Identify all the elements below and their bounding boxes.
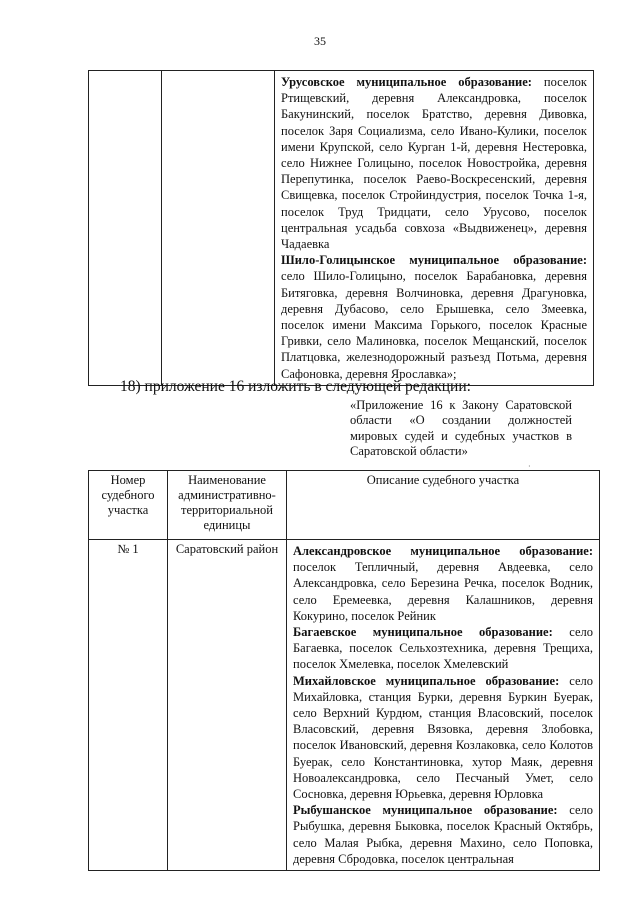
municipal-title: Михайловское муниципальное образование:	[293, 673, 560, 688]
municipal-block	[293, 624, 593, 673]
municipal-settlements: село Рыбушка, деревня Быковка, поселок Красный Октябрь, село Малая Рыбка, деревня Махино, село Поповка, деревня Сбродовка, поселок центральная	[293, 803, 593, 866]
municipal-title: Шило-Голицынское муниципальное образование:	[281, 253, 587, 268]
territory-unit: Саратовский район	[168, 540, 287, 871]
municipal-block	[281, 252, 587, 382]
municipal-title: Рыбушанское муниципальное образование:	[293, 803, 558, 818]
municipal-block	[293, 543, 593, 624]
municipal-settlements: поселок Тепличный, деревня Авдеевка, село Александровка, село Березина Речка, поселок Водник, село Еремеевка, деревня Калашников, деревня Кокурино, поселок Рейник	[293, 560, 593, 623]
court-description-cell	[275, 71, 594, 386]
court-description-cell	[287, 540, 600, 871]
header-court-number: Номер судебного участка	[89, 471, 168, 540]
scan-mark: ·	[528, 462, 531, 471]
table-row	[89, 71, 594, 386]
municipal-settlements: поселок Ртищевский, деревня Александровка, поселок Бакунинский, поселок Братство, деревня Дивовка, поселок Заря Социализма, село Ивано-Кулики, поселок имени Крупской, село Курган 1-й, деревня Нестеровка, село Нижнее Голицыно, поселок Новостройка, деревня Перепутинка, поселок Раево-Воскресенский, деревня Свищевка, поселок Стройиндустрия, поселок Точка 1-я, поселок Труд Тридцати, село Урусово, поселок центральная усадьба совхоза «Выдвиженец», деревня Чадаевка	[281, 75, 587, 252]
court-number: № 1	[89, 540, 168, 871]
municipal-block	[281, 74, 587, 252]
municipal-title: Александровское муниципальное образование:	[293, 544, 593, 558]
section-18-heading: 18) приложение 16 изложить в следующей редакции:	[120, 378, 471, 395]
table-header-row	[89, 471, 600, 540]
header-court-description: Описание судебного участка	[287, 471, 600, 540]
page-number: 35	[314, 34, 326, 48]
court-number-cell	[89, 71, 162, 386]
territory-unit-cell	[162, 71, 275, 386]
settlements-table-continued	[88, 70, 594, 386]
municipal-settlements: село Михайловка, станция Бурки, деревня Буркин Буерак, село Верхний Курдюм, станция Власовский, поселок Власовский, деревня Вязовка, деревня Злобовка, поселок Ивановский, деревня Козлаковка, село Колотов Буерак, село Константиновка, хутор Маяк, деревня Новоалександровка, село Песчаный Умет, село Сосновка, деревня Юрьевка, деревня Юрловка	[293, 673, 593, 802]
appendix-quote: «Приложение 16 к Закону Саратовской области «О создании должностей мировых судей и судебных участков в Саратовской области»	[350, 398, 572, 459]
municipal-title: Багаевское муниципальное образование:	[293, 625, 553, 640]
municipal-settlements: село Шило-Голицыно, поселок Барабановка, деревня Битяговка, деревня Волчиновка, деревня Драгуновка, деревня Дубасово, село Ерышевка, село Змеевка, поселок имени Максима Горького, поселок Красные Гривки, село Малиновка, поселок Мещанский, поселок Платцовка, железнодорожный разъезд Потьма, деревня Сафоновка, деревня Ярославка»;	[281, 269, 587, 381]
table-row	[89, 540, 600, 871]
municipal-block	[293, 673, 593, 803]
municipal-block	[293, 802, 593, 867]
municipal-settlements: село Багаевка, поселок Сельхозтехника, деревня Трещиха, поселок Хмелевка, поселок Хмелевский	[293, 625, 593, 672]
court-districts-table	[88, 470, 600, 871]
header-territory-unit: Наименование административно-территориальной единицы	[168, 471, 287, 540]
municipal-title: Урусовское муниципальное образование:	[281, 75, 532, 89]
